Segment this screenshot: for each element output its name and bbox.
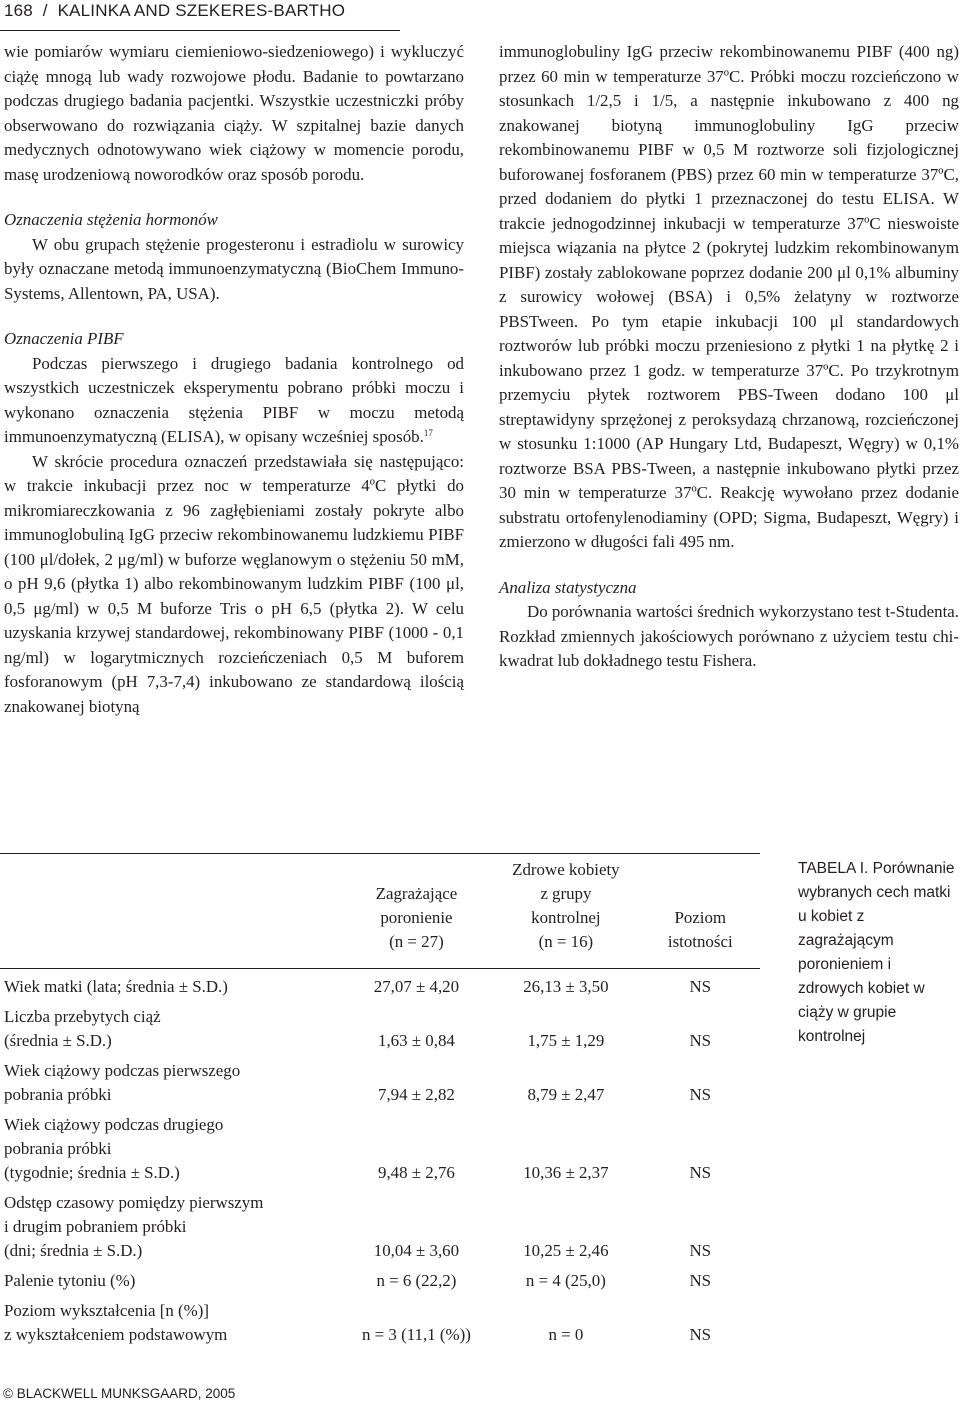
value-threatened: 7,94 ± 2,82 bbox=[378, 1085, 455, 1104]
value-significance: NS bbox=[689, 1271, 712, 1290]
value-threatened: n = 3 (11,1 (%)) bbox=[362, 1325, 471, 1344]
row-label: Liczba przebytych ciąż (średnia ± S.D.) bbox=[4, 1007, 161, 1050]
heading-hormones: Oznaczenia stężenia hormonów bbox=[4, 210, 218, 229]
table-row bbox=[0, 1297, 760, 1351]
value-threatened: 9,48 ± 2,76 bbox=[378, 1163, 455, 1182]
value-threatened: 1,63 ± 0,84 bbox=[378, 1031, 455, 1050]
reference-superscript: 17 bbox=[423, 428, 433, 438]
pibf-paragraph-1 bbox=[4, 352, 464, 450]
table-header-row bbox=[0, 858, 760, 969]
comparison-table bbox=[0, 858, 760, 1351]
heading-pibf: Oznaczenia PIBF bbox=[4, 329, 124, 348]
pibf-paragraph-1-text: Podczas pierwszego i drugiego badania kontrolnego od wszystkich uczestniczek eksperymentu pobrano próbki moczu i wykonano oznaczenia stężenia PIBF w moczu metodą immunoenzymatyczną (ELISA), w opisany wcześniej sposób. bbox=[4, 353, 464, 446]
table-row bbox=[0, 969, 760, 1004]
table-row bbox=[0, 1003, 760, 1057]
data-table bbox=[0, 858, 760, 1351]
running-head: 168 / KALINKA AND SZEKERES-BARTHO bbox=[4, 1, 346, 20]
row-label: Poziom wykształcenia [n (%)] z wykształceniem podstawowym bbox=[4, 1301, 228, 1344]
row-label: Odstęp czasowy pomiędzy pierwszym i drugim pobraniem próbki (dni; średnia ± S.D.) bbox=[4, 1193, 264, 1260]
value-threatened: 10,04 ± 3,60 bbox=[373, 1241, 460, 1260]
value-control: 1,75 ± 1,29 bbox=[527, 1031, 605, 1050]
row-label: Wiek matki (lata; średnia ± S.D.) bbox=[0, 969, 342, 1004]
value-control: n = 0 bbox=[548, 1325, 584, 1344]
hormones-paragraph: W obu grupach stężenie progesteronu i estradiolu w surowicy były oznaczane metodą immunoenzymatyczną (BioChem Immuno-Systems, Allentown, PA, USA). bbox=[4, 234, 464, 303]
row-label: Wiek ciążowy podczas drugiego pobrania próbki (tygodnie; średnia ± S.D.) bbox=[4, 1115, 224, 1182]
table-caption: TABELA I. Porównanie wybranych cech matki u kobiet z zagrażającym poronieniem i zdrowych kobiet w ciąży w grupie kontrolnej bbox=[798, 860, 955, 1045]
table-top-rule bbox=[0, 853, 760, 854]
header-threatened: Zagrażające poronienie (n = 27) bbox=[375, 884, 458, 951]
value-significance: NS bbox=[689, 1241, 712, 1260]
header-significance: Poziom istotności bbox=[667, 908, 733, 951]
copyright-footer: © BLACKWELL MUNKSGAARD, 2005 bbox=[3, 1386, 236, 1401]
table-header-empty bbox=[0, 858, 342, 969]
heading-stats: Analiza statystyczna bbox=[499, 577, 637, 597]
table-body bbox=[0, 969, 760, 1352]
header-control: Zdrowe kobiety z grupy kontrolnej (n = 16) bbox=[512, 860, 620, 951]
value-control: 8,79 ± 2,47 bbox=[527, 1085, 605, 1104]
value-control: 10,36 ± 2,37 bbox=[523, 1163, 609, 1182]
table-row bbox=[0, 1057, 760, 1111]
row-label: Wiek ciążowy podczas pierwszego pobrania próbki bbox=[4, 1061, 241, 1104]
value-significance: NS bbox=[689, 1085, 712, 1104]
pibf-paragraph-2: W skrócie procedura oznaczeń przedstawiała się następująco: w trakcie inkubacji przez noc w temperaturze 4ºC płytki do mikromiareczkowania z 96 zagłębieniami zostały pokryte albo immunoglobuliną IgG przeciw rekombinowanemu ludzkiemu PIBF (100 μl/dołek, 2 μg/ml) w buforze węglanowym o stężeniu 50 mM, o pH 9,6 (płytka 1) albo rekombinowanym ludzkim PIBF (100 μl, 0,5 μg/ml) w 0,5 M buforze Tris o pH 6,5 (płytka 2). W celu uzyskania krzywej standardowej, rekombinowany PIBF (1000 - 0,1 ng/ml) w logarytmicznych rozcieńczeniach 0,5 M buforem fosforanowym (pH 7,3-7,4) inkubowano ze standardową ilością znakowanej biotyną bbox=[4, 451, 464, 716]
value-significance: NS bbox=[689, 1163, 712, 1182]
stats-paragraph: Do porównania wartości średnich wykorzystano test t-Studenta. Rozkład zmiennych jakościowych porównano z użyciem testu chi-kwadrat lub dokładnego testu Fishera. bbox=[499, 602, 960, 670]
value-threatened: 27,07 ± 4,20 bbox=[342, 969, 492, 1004]
value-significance: NS bbox=[641, 969, 760, 1004]
table-row bbox=[0, 1189, 760, 1267]
row-label: Palenie tytoniu (%) bbox=[4, 1271, 136, 1290]
value-control: 10,25 ± 2,46 bbox=[523, 1241, 609, 1260]
value-threatened: n = 6 (22,2) bbox=[376, 1271, 457, 1290]
right-column bbox=[499, 40, 959, 674]
value-control: n = 4 (25,0) bbox=[525, 1271, 606, 1290]
left-column bbox=[4, 40, 464, 719]
intro-paragraph: wie pomiarów wymiaru ciemieniowo-siedzeniowego) i wykluczyć ciążę mnogą lub wady rozwojowe płodu. Badanie to powtarzano podczas drugiego badania pacjentki. Wszystkie uczestniczki próby obserwowano do rozwiązania ciąży. W szpitalnej bazie danych medycznych odnotowywano wiek ciążowy w momencie porodu, masę urodzeniową noworodków oraz sposób porodu. bbox=[4, 42, 464, 184]
value-significance: NS bbox=[689, 1031, 712, 1050]
table-row bbox=[0, 1111, 760, 1189]
value-control: 26,13 ± 3,50 bbox=[491, 969, 640, 1004]
header-bar bbox=[0, 0, 400, 31]
table-row bbox=[0, 1267, 760, 1297]
continuation-paragraph: immunoglobuliny IgG przeciw rekombinowanemu PIBF (400 ng) przez 60 min w temperaturze 37ºC. Próbki moczu rozcieńczono w stosunkach 1/2,5 i 1/5, a następnie inkubowano z 400 ng znakowanej biotyną immunoglobuliny IgG przeciw rekombinowanemu PIBF w 0,5 M roztworze soli fizjologicznej buforowanej fosforanem (PBS) przez 60 min w temperaturze 37ºC, przed dodaniem do płytki 1 przeznaczonej do testu ELISA. W trakcie jednogodzinnej inkubacji w temperaturze 37ºC nieswoiste miejsca wiązania na płytce 2 (pokrytej ludzkim rekombinowanym PIBF) zostały zablokowane poprzez dodanie 200 μl 0,1% albuminy z surowicy wołowej (BSA) i 0,5% żelatyny w roztworze PBSTween. Po tym etapie inkubacji 100 μl standardowych roztworów lub próbki moczu przeniesiono z płytki 1 na płytkę 2 i inkubowano przez 1 godz. w temperaturze 37ºC. Po trzykrotnym przemyciu płytek roztworem PBS-Tween dodano 100 μl streptawidyny sprzężonej z peroksydazą chrzanową, rozcieńczonej w stosunku 1:1000 (AP Hungary Ltd, Budapeszt, Węgry) w 0,1% roztworze BSA PBS-Tween, a następnie inkubowano płytki przez 30 min w temperaturze 37ºC. Reakcję wywołano przez dodanie substratu ortofenylenodiaminy (OPD; Sigma, Budapeszt, Węgry) i zmierzono w długości fali 495 nm. bbox=[499, 42, 959, 551]
value-significance: NS bbox=[689, 1325, 712, 1344]
